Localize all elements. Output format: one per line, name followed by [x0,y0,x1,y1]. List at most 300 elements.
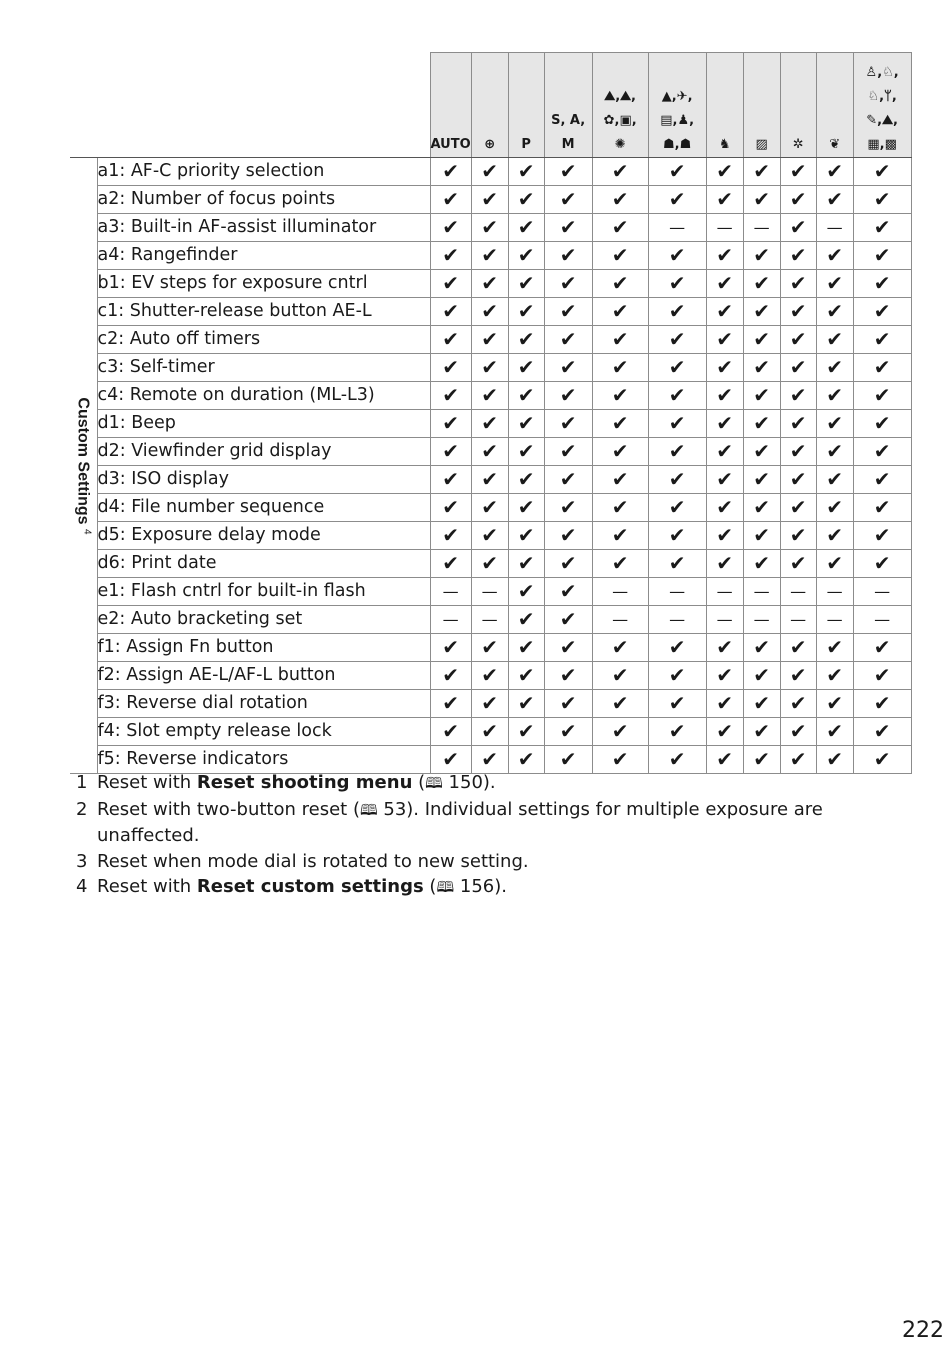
check-mark-icon: ✔ [430,718,471,746]
check-mark-icon: ✔ [430,382,471,410]
check-mark-icon: ✔ [544,410,592,438]
scene-modes-group-1-icons [593,85,648,157]
check-mark-icon: ✔ [853,242,911,270]
candlelight-icon [744,133,780,157]
setting-label: d3: ISO display [97,466,430,494]
check-mark-icon: ✔ [544,550,592,578]
setting-label: f1: Assign Fn button [97,634,430,662]
check-mark-icon: ✔ [471,354,508,382]
table-row [70,634,911,662]
table-row [70,522,911,550]
check-mark-icon: ✔ [648,410,706,438]
flash-off-mode-icon [472,133,508,157]
header-line: P [521,137,531,152]
footnote-text-part: Reset with two-button reset ( [97,798,360,820]
check-mark-icon: ✔ [816,270,853,298]
check-mark-icon: ✔ [706,662,743,690]
scene-modes-group-3-icons [854,61,911,157]
footnote-number: 4 [76,876,88,897]
check-mark-icon: ✔ [706,326,743,354]
check-mark-icon: ✔ [780,466,816,494]
check-mark-icon: ✔ [743,746,780,774]
check-mark-icon: ✔ [430,746,471,774]
check-mark-icon: ✔ [853,718,911,746]
not-reset-dash: — [592,578,648,606]
header-line: ▲,✈, [661,89,693,104]
header-col-5 [592,53,648,158]
check-mark-icon: ✔ [508,270,544,298]
setting-label: b1: EV steps for exposure cntrl [97,270,430,298]
check-mark-icon: ✔ [816,410,853,438]
check-mark-icon: ✔ [853,494,911,522]
check-mark-icon: ✔ [471,550,508,578]
table-row [70,354,911,382]
check-mark-icon: ✔ [706,382,743,410]
check-mark-icon: ✔ [471,298,508,326]
check-mark-icon: ✔ [430,354,471,382]
check-mark-icon: ✔ [780,438,816,466]
check-mark-icon: ✔ [430,214,471,242]
check-mark-icon: ✔ [471,186,508,214]
table-header [70,53,911,158]
check-mark-icon: ✔ [544,186,592,214]
check-mark-icon: ✔ [592,718,648,746]
check-mark-icon: ✔ [508,242,544,270]
check-mark-icon: ✔ [508,578,544,606]
check-mark-icon: ✔ [706,634,743,662]
footnote-number: 3 [76,850,88,872]
header-line: AUTO [430,137,471,152]
setting-label: c1: Shutter-release button AE-L [97,298,430,326]
check-mark-icon: ✔ [592,466,648,494]
footnote-text-part: ( [423,876,437,897]
setting-label: f5: Reverse indicators [97,746,430,774]
check-mark-icon: ✔ [508,522,544,550]
not-reset-dash: — [648,214,706,242]
check-mark-icon: ✔ [816,354,853,382]
check-mark-icon: ✔ [780,326,816,354]
footnote-text [97,874,876,901]
footnote [76,770,876,797]
table-row [70,578,911,606]
check-mark-icon: ✔ [648,550,706,578]
check-mark-icon: ✔ [853,270,911,298]
not-reset-dash: — [816,578,853,606]
check-mark-icon: ✔ [816,662,853,690]
setting-label: d6: Print date [97,550,430,578]
not-reset-dash: — [743,606,780,634]
check-mark-icon: ✔ [706,354,743,382]
check-mark-icon: ✔ [706,410,743,438]
check-mark-icon: ✔ [706,270,743,298]
check-mark-icon: ✔ [544,522,592,550]
check-mark-icon: ✔ [816,718,853,746]
check-mark-icon: ✔ [743,326,780,354]
check-mark-icon: ✔ [544,158,592,186]
check-mark-icon: ✔ [430,270,471,298]
check-mark-icon: ✔ [648,522,706,550]
check-mark-icon: ✔ [706,718,743,746]
check-mark-icon: ✔ [706,746,743,774]
check-mark-icon: ✔ [430,690,471,718]
check-mark-icon: ✔ [508,354,544,382]
header-line: ♘,ᛘ, [867,89,897,104]
blossom-icon [781,133,816,157]
check-mark-icon: ✔ [780,690,816,718]
check-mark-icon: ✔ [780,634,816,662]
setting-label: a3: Built-in AF-assist illuminator [97,214,430,242]
header-col-7 [706,53,743,158]
check-mark-icon: ✔ [544,662,592,690]
check-mark-icon: ✔ [471,494,508,522]
header-col-6 [648,53,706,158]
check-mark-icon: ✔ [816,550,853,578]
check-mark-icon: ✔ [780,494,816,522]
check-mark-icon: ✔ [430,298,471,326]
check-mark-icon: ✔ [780,662,816,690]
check-mark-icon: ✔ [508,662,544,690]
footnote-text [97,770,876,797]
check-mark-icon: ✔ [780,186,816,214]
check-mark-icon: ✔ [780,158,816,186]
check-mark-icon: ✔ [592,158,648,186]
check-mark-icon: ✔ [471,634,508,662]
footnote-page-ref[interactable]: 156). [454,876,507,897]
check-mark-icon: ✔ [743,550,780,578]
footnote [76,849,876,875]
check-mark-icon: ✔ [780,550,816,578]
header-line: ⊕ [484,137,496,152]
check-mark-icon: ✔ [648,690,706,718]
header-line: S, A, [551,113,586,128]
check-mark-icon: ✔ [544,382,592,410]
check-mark-icon: ✔ [853,382,911,410]
check-mark-icon: ✔ [471,690,508,718]
check-mark-icon: ✔ [430,158,471,186]
table-row [70,270,911,298]
check-mark-icon: ✔ [853,690,911,718]
setting-label: d5: Exposure delay mode [97,522,430,550]
not-reset-dash: — [706,606,743,634]
header-line: ♙,♘, [865,65,899,80]
check-mark-icon: ✔ [816,634,853,662]
check-mark-icon: ✔ [743,298,780,326]
check-mark-icon: ✔ [780,270,816,298]
check-mark-icon: ✔ [592,690,648,718]
autumn-colors-icon [817,133,853,157]
check-mark-icon: ✔ [816,522,853,550]
setting-label: d1: Beep [97,410,430,438]
check-mark-icon: ✔ [544,690,592,718]
footnote-text-part: Reset with [97,772,197,793]
not-reset-dash: — [816,214,853,242]
check-mark-icon: ✔ [471,746,508,774]
sam-mode-letters [545,109,592,157]
check-mark-icon: ✔ [706,522,743,550]
check-mark-icon: ✔ [508,382,544,410]
check-mark-icon: ✔ [592,746,648,774]
program-mode-letter [509,133,544,157]
check-mark-icon: ✔ [508,158,544,186]
not-reset-dash: — [780,606,816,634]
check-mark-icon: ✔ [780,242,816,270]
header-line: ❦ [829,137,841,152]
check-mark-icon: ✔ [544,606,592,634]
not-reset-dash: — [743,578,780,606]
footnote-text-part: ( [412,772,426,793]
check-mark-icon: ✔ [471,718,508,746]
not-reset-dash: — [780,578,816,606]
check-mark-icon: ✔ [816,326,853,354]
check-mark-icon: ✔ [648,746,706,774]
not-reset-dash: — [430,578,471,606]
check-mark-icon: ✔ [544,270,592,298]
check-mark-icon: ✔ [430,662,471,690]
not-reset-dash: — [706,578,743,606]
not-reset-dash: — [471,606,508,634]
setting-label: c3: Self-timer [97,354,430,382]
check-mark-icon: ✔ [508,746,544,774]
footnote-page-ref[interactable]: 150). [442,772,496,793]
check-mark-icon: ✔ [592,410,648,438]
check-mark-icon: ✔ [648,242,706,270]
check-mark-icon: ✔ [853,410,911,438]
book-icon: 🕮 [425,774,443,792]
check-mark-icon: ✔ [508,214,544,242]
check-mark-icon: ✔ [508,298,544,326]
check-mark-icon: ✔ [780,298,816,326]
check-mark-icon: ✔ [853,158,911,186]
check-mark-icon: ✔ [780,522,816,550]
check-mark-icon: ✔ [853,298,911,326]
table-row [70,186,911,214]
check-mark-icon: ✔ [743,158,780,186]
check-mark-icon: ✔ [592,438,648,466]
table-row [70,550,911,578]
check-mark-icon: ✔ [508,186,544,214]
footnote [76,797,876,849]
check-mark-icon: ✔ [816,494,853,522]
check-mark-icon: ✔ [648,186,706,214]
book-icon: 🕮 [359,800,378,819]
check-mark-icon: ✔ [592,270,648,298]
check-mark-icon: ✔ [816,158,853,186]
table-row [70,158,911,186]
header-blank-label [97,53,430,158]
table-row [70,326,911,354]
check-mark-icon: ✔ [706,242,743,270]
check-mark-icon: ✔ [853,466,911,494]
check-mark-icon: ✔ [592,550,648,578]
not-reset-dash: — [648,606,706,634]
not-reset-dash: — [648,578,706,606]
header-line: ☗,☗ [663,137,692,152]
check-mark-icon: ✔ [743,718,780,746]
check-mark-icon: ✔ [743,382,780,410]
check-mark-icon: ✔ [853,662,911,690]
table-body [70,158,911,774]
footnote-text-part: Reset when mode dial is rotated to new setting. [97,850,529,872]
check-mark-icon: ✔ [430,186,471,214]
not-reset-dash: — [706,214,743,242]
check-mark-icon: ✔ [544,634,592,662]
check-mark-icon: ✔ [743,522,780,550]
table-row [70,438,911,466]
check-mark-icon: ✔ [471,242,508,270]
header-line: ✎,⛰, [866,113,898,128]
check-mark-icon: ✔ [471,662,508,690]
check-mark-icon: ✔ [706,158,743,186]
check-mark-icon: ✔ [430,410,471,438]
check-mark-icon: ✔ [592,494,648,522]
check-mark-icon: ✔ [853,550,911,578]
footnote-page-ref[interactable]: 53). [377,798,420,820]
check-mark-icon: ✔ [471,410,508,438]
header-line: ✿,▣, [603,113,637,128]
check-mark-icon: ✔ [648,438,706,466]
check-mark-icon: ✔ [471,158,508,186]
check-mark-icon: ✔ [816,690,853,718]
check-mark-icon: ✔ [780,382,816,410]
footnote [76,874,876,901]
footnote-bold-term: Reset shooting menu [196,772,413,793]
check-mark-icon: ✔ [508,718,544,746]
check-mark-icon: ✔ [430,634,471,662]
table-row [70,382,911,410]
check-mark-icon: ✔ [508,606,544,634]
book-icon: 🕮 [436,878,455,896]
check-mark-icon: ✔ [648,718,706,746]
check-mark-icon: ✔ [508,550,544,578]
table-row [70,242,911,270]
check-mark-icon: ✔ [743,634,780,662]
check-mark-icon: ✔ [508,410,544,438]
check-mark-icon: ✔ [544,354,592,382]
check-mark-icon: ✔ [853,214,911,242]
header-line: ▨ [755,137,768,152]
check-mark-icon: ✔ [743,662,780,690]
header-blank-group [70,53,97,158]
check-mark-icon: ✔ [544,578,592,606]
group-label-text: Custom Settings [74,396,92,525]
setting-label: f4: Slot empty release lock [97,718,430,746]
check-mark-icon: ✔ [544,746,592,774]
check-mark-icon: ✔ [706,466,743,494]
check-mark-icon: ✔ [508,438,544,466]
setting-label: a1: AF-C priority selection [97,158,430,186]
setting-label: e1: Flash cntrl for built-in flash [97,578,430,606]
check-mark-icon: ✔ [743,186,780,214]
footnote-number: 1 [76,772,88,793]
setting-label: d4: File number sequence [97,494,430,522]
group-cell [70,158,97,774]
check-mark-icon: ✔ [544,326,592,354]
header-col-3 [508,53,544,158]
check-mark-icon: ✔ [743,466,780,494]
check-mark-icon: ✔ [853,326,911,354]
header-line: M [561,137,575,152]
table-row [70,662,911,690]
check-mark-icon: ✔ [544,438,592,466]
check-mark-icon: ✔ [430,522,471,550]
header-line: ✲ [792,137,804,152]
check-mark-icon: ✔ [648,466,706,494]
footnote-text-part: Reset with [97,876,197,897]
check-mark-icon: ✔ [544,718,592,746]
check-mark-icon: ✔ [471,326,508,354]
footnote-text [97,797,876,849]
table-row [70,466,911,494]
check-mark-icon: ✔ [743,242,780,270]
table-row [70,494,911,522]
group-label-footnote: 4 [81,528,93,535]
check-mark-icon: ✔ [780,410,816,438]
header-col-9 [780,53,816,158]
check-mark-icon: ✔ [780,718,816,746]
not-reset-dash: — [853,578,911,606]
page-number: 222 [902,1318,944,1343]
check-mark-icon: ✔ [648,270,706,298]
check-mark-icon: ✔ [592,326,648,354]
check-mark-icon: ✔ [592,634,648,662]
check-mark-icon: ✔ [816,242,853,270]
header-col-11 [853,53,911,158]
check-mark-icon: ✔ [508,634,544,662]
check-mark-icon: ✔ [544,466,592,494]
check-mark-icon: ✔ [816,298,853,326]
setting-label: f2: Assign AE-L/AF-L button [97,662,430,690]
check-mark-icon: ✔ [648,662,706,690]
setting-label: c2: Auto off timers [97,326,430,354]
check-mark-icon: ✔ [592,662,648,690]
header-line: ▦,▩ [867,137,897,152]
check-mark-icon: ✔ [816,438,853,466]
check-mark-icon: ✔ [816,466,853,494]
check-mark-icon: ✔ [592,242,648,270]
check-mark-icon: ✔ [853,354,911,382]
check-mark-icon: ✔ [471,438,508,466]
footnote-text-part: Individual settings for multiple exposure are unaffected. [97,798,823,846]
check-mark-icon: ✔ [430,494,471,522]
check-mark-icon: ✔ [706,494,743,522]
check-mark-icon: ✔ [592,522,648,550]
not-reset-dash: — [853,606,911,634]
header-col-1 [430,53,471,158]
check-mark-icon: ✔ [592,186,648,214]
check-mark-icon: ✔ [544,494,592,522]
check-mark-icon: ✔ [592,354,648,382]
check-mark-icon: ✔ [816,186,853,214]
check-mark-icon: ✔ [430,550,471,578]
header-line: ▤,♟, [660,113,695,128]
table-row [70,690,911,718]
header-col-10 [816,53,853,158]
check-mark-icon: ✔ [648,354,706,382]
check-mark-icon: ✔ [816,382,853,410]
check-mark-icon: ✔ [592,214,648,242]
check-mark-icon: ✔ [430,438,471,466]
setting-label: e2: Auto bracketing set [97,606,430,634]
check-mark-icon: ✔ [648,158,706,186]
check-mark-icon: ✔ [743,270,780,298]
check-mark-icon: ✔ [648,494,706,522]
header-col-8 [743,53,780,158]
check-mark-icon: ✔ [648,326,706,354]
check-mark-icon: ✔ [743,410,780,438]
check-mark-icon: ✔ [508,326,544,354]
not-reset-dash: — [816,606,853,634]
footnote-text [97,849,876,875]
